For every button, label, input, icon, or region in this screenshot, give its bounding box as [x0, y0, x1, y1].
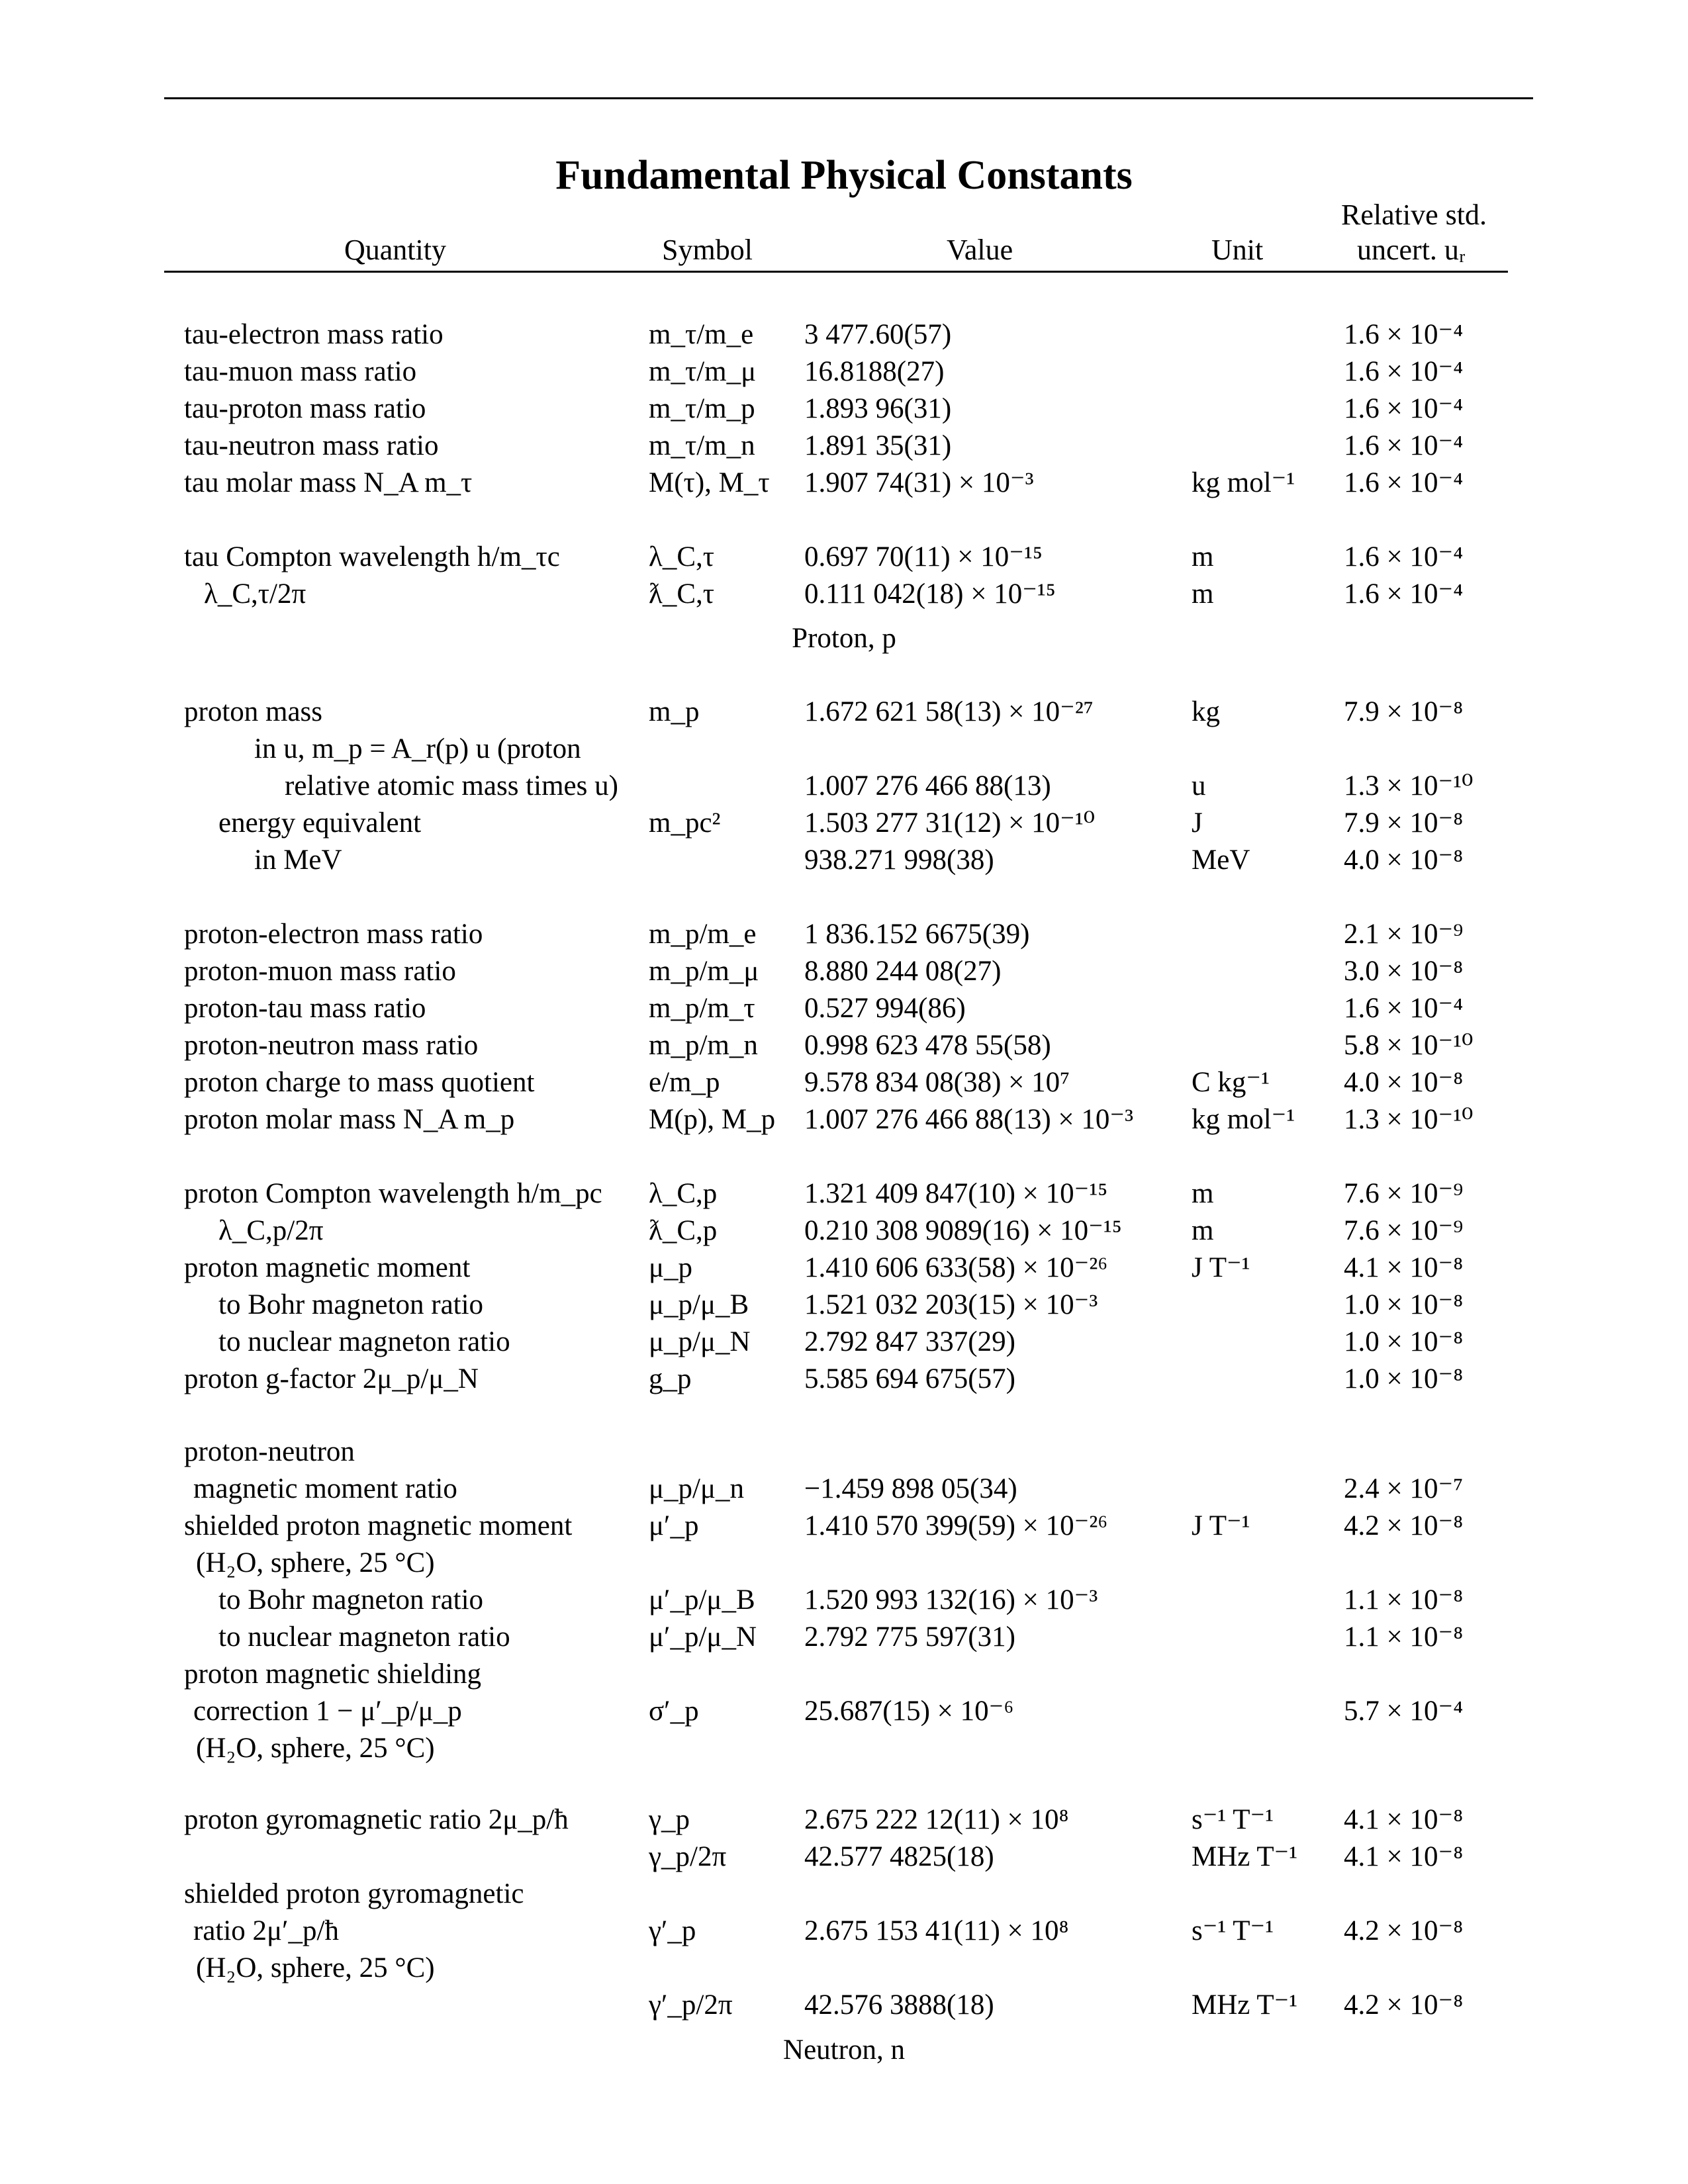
- value-cell: 0.210 308 9089(16) × 10⁻¹⁵: [804, 1215, 1122, 1246]
- uncertainty-cell: 1.0 × 10⁻⁸: [1344, 1326, 1464, 1357]
- quantity-cell: to Bohr magneton ratio: [218, 1289, 484, 1320]
- unit-cell: J T⁻¹: [1192, 1510, 1250, 1541]
- uncertainty-cell: 7.9 × 10⁻⁸: [1344, 807, 1464, 839]
- value-cell: 9.578 834 08(38) × 10⁷: [804, 1067, 1070, 1098]
- value-cell: 1.521 032 203(15) × 10⁻³: [804, 1289, 1098, 1320]
- quantity-cell: in u, m_p = A_r(p) u (proton: [254, 733, 581, 764]
- uncertainty-cell: 1.6 × 10⁻⁴: [1344, 319, 1464, 350]
- quantity-cell: proton-muon mass ratio: [184, 956, 456, 987]
- value-cell: 0.527 994(86): [804, 993, 966, 1024]
- uncertainty-cell: 5.8 × 10⁻¹⁰: [1344, 1030, 1474, 1061]
- symbol-cell: μ′_p/μ_B: [649, 1584, 755, 1615]
- quantity-cell: λ_C,p/2π: [218, 1215, 324, 1246]
- unit-cell: MHz T⁻¹: [1192, 1989, 1298, 2021]
- unit-cell: J T⁻¹: [1192, 1252, 1250, 1283]
- unit-cell: m: [1192, 1215, 1214, 1246]
- unit-cell: MHz T⁻¹: [1192, 1841, 1298, 1872]
- value-cell: 1.007 276 466 88(13) × 10⁻³: [804, 1104, 1133, 1135]
- quantity-cell: (H₂O, sphere, 25 °C): [196, 1547, 435, 1578]
- uncertainty-cell: 1.3 × 10⁻¹⁰: [1344, 770, 1474, 801]
- table-row: [0, 1801, 1688, 1839]
- uncertainty-cell: 1.6 × 10⁻⁴: [1344, 467, 1464, 498]
- symbol-cell: γ′_p: [649, 1915, 696, 1946]
- symbol-cell: σ′_p: [649, 1696, 699, 1727]
- uncertainty-cell: 4.2 × 10⁻⁸: [1344, 1915, 1464, 1946]
- uncertainty-cell: 3.0 × 10⁻⁸: [1344, 956, 1464, 987]
- value-cell: 1.410 570 399(59) × 10⁻²⁶: [804, 1510, 1108, 1541]
- table-row: [0, 1913, 1688, 1950]
- symbol-cell: ƛ_C,τ: [649, 578, 715, 610]
- table-row: [0, 1433, 1688, 1471]
- table-row: [0, 1175, 1688, 1212]
- symbol-cell: g_p: [649, 1363, 692, 1394]
- uncertainty-cell: 4.0 × 10⁻⁸: [1344, 844, 1464, 876]
- quantity-cell: tau-proton mass ratio: [184, 393, 426, 424]
- symbol-cell: λ_C,p: [649, 1178, 718, 1209]
- value-cell: 1.007 276 466 88(13): [804, 770, 1051, 801]
- quantity-cell: shielded proton magnetic moment: [184, 1510, 573, 1541]
- quantity-cell: to nuclear magneton ratio: [218, 1621, 510, 1653]
- value-cell: 42.577 4825(18): [804, 1841, 994, 1872]
- section-heading-neutron: Neutron, n: [783, 2034, 905, 2066]
- uncertainty-cell: 4.1 × 10⁻⁸: [1344, 1841, 1464, 1872]
- uncertainty-cell: 1.6 × 10⁻⁴: [1344, 578, 1464, 610]
- table-row: [0, 1287, 1688, 1324]
- quantity-cell: proton molar mass N_A m_p: [184, 1104, 515, 1135]
- table-row: [0, 805, 1688, 842]
- value-cell: 5.585 694 675(57): [804, 1363, 1015, 1394]
- uncertainty-cell: 4.2 × 10⁻⁸: [1344, 1989, 1464, 2021]
- quantity-cell: in MeV: [254, 844, 342, 876]
- table-row: [0, 1064, 1688, 1101]
- symbol-cell: M(p), M_p: [649, 1104, 776, 1135]
- table-row: [0, 1508, 1688, 1545]
- table-row: [0, 1471, 1688, 1508]
- quantity-cell: proton-electron mass ratio: [184, 919, 483, 950]
- uncertainty-cell: 1.6 × 10⁻⁴: [1344, 541, 1464, 572]
- quantity-cell: proton-neutron mass ratio: [184, 1030, 479, 1061]
- unit-cell: s⁻¹ T⁻¹: [1192, 1804, 1274, 1835]
- unit-cell: C kg⁻¹: [1192, 1067, 1270, 1098]
- symbol-cell: m_τ/m_n: [649, 430, 755, 461]
- uncertainty-cell: 1.1 × 10⁻⁸: [1344, 1621, 1464, 1653]
- quantity-cell: to Bohr magneton ratio: [218, 1584, 484, 1615]
- table-row: [0, 576, 1688, 613]
- uncertainty-cell: 1.6 × 10⁻⁴: [1344, 993, 1464, 1024]
- table-row: [0, 953, 1688, 990]
- table-row: [0, 465, 1688, 502]
- unit-cell: m: [1192, 1178, 1214, 1209]
- header-uncert-line2: uncert. uᵣ: [1357, 234, 1466, 266]
- symbol-cell: μ_p/μ_n: [649, 1473, 745, 1504]
- uncertainty-cell: 1.0 × 10⁻⁸: [1344, 1289, 1464, 1320]
- table-row: [0, 1730, 1688, 1767]
- value-cell: 2.792 847 337(29): [804, 1326, 1015, 1357]
- uncertainty-cell: 1.6 × 10⁻⁴: [1344, 393, 1464, 424]
- table-row: [0, 539, 1688, 576]
- symbol-cell: m_p/m_τ: [649, 993, 755, 1024]
- quantity-cell: tau Compton wavelength h/m_τc: [184, 541, 560, 572]
- symbol-cell: λ_C,τ: [649, 541, 715, 572]
- value-cell: 2.675 222 12(11) × 10⁸: [804, 1804, 1069, 1835]
- table-row: [0, 1656, 1688, 1693]
- header-unit: Unit: [1211, 234, 1264, 266]
- quantity-cell: relative atomic mass times u): [285, 770, 618, 801]
- header-quantity: Quantity: [344, 234, 446, 266]
- symbol-cell: γ′_p/2π: [649, 1989, 733, 2021]
- table-row: [0, 1950, 1688, 1987]
- table-row: [0, 694, 1688, 731]
- table-row: [0, 1027, 1688, 1064]
- quantity-cell: tau-electron mass ratio: [184, 319, 444, 350]
- unit-cell: m: [1192, 578, 1214, 610]
- unit-cell: u: [1192, 770, 1206, 801]
- uncertainty-cell: 2.1 × 10⁻⁹: [1344, 919, 1464, 950]
- unit-cell: s⁻¹ T⁻¹: [1192, 1915, 1274, 1946]
- value-cell: −1.459 898 05(34): [804, 1473, 1017, 1504]
- uncertainty-cell: 1.0 × 10⁻⁸: [1344, 1363, 1464, 1394]
- quantity-cell: to nuclear magneton ratio: [218, 1326, 510, 1357]
- symbol-cell: m_τ/m_e: [649, 319, 754, 350]
- table-row: [0, 428, 1688, 465]
- table-row: [0, 390, 1688, 428]
- table-row: [0, 1212, 1688, 1250]
- table-row: [0, 916, 1688, 953]
- uncertainty-cell: 4.0 × 10⁻⁸: [1344, 1067, 1464, 1098]
- table-row: [0, 1361, 1688, 1398]
- table-row: [0, 316, 1688, 353]
- uncertainty-cell: 4.1 × 10⁻⁸: [1344, 1804, 1464, 1835]
- header-uncert-line1: Relative std.: [1341, 199, 1487, 231]
- table-row: [0, 1876, 1688, 1913]
- table-row: [0, 1324, 1688, 1361]
- unit-cell: m: [1192, 541, 1214, 572]
- symbol-cell: μ′_p: [649, 1510, 699, 1541]
- symbol-cell: m_τ/m_μ: [649, 356, 757, 387]
- symbol-cell: μ_p/μ_B: [649, 1289, 749, 1320]
- uncertainty-cell: 4.1 × 10⁻⁸: [1344, 1252, 1464, 1283]
- symbol-cell: m_pc²: [649, 807, 721, 839]
- quantity-cell: correction 1 − μ′_p/μ_p: [193, 1696, 462, 1727]
- page-title: Fundamental Physical Constants: [555, 153, 1133, 198]
- value-cell: 8.880 244 08(27): [804, 956, 1002, 987]
- value-cell: 0.998 623 478 55(58): [804, 1030, 1051, 1061]
- quantity-cell: proton gyromagnetic ratio 2μ_p/ħ: [184, 1804, 569, 1835]
- quantity-cell: energy equivalent: [218, 807, 422, 839]
- value-cell: 1.672 621 58(13) × 10⁻²⁷: [804, 696, 1094, 727]
- table-row: [0, 1839, 1688, 1876]
- table-row: [0, 768, 1688, 805]
- quantity-cell: proton mass: [184, 696, 323, 727]
- value-cell: 1.410 606 633(58) × 10⁻²⁶: [804, 1252, 1108, 1283]
- uncertainty-cell: 4.2 × 10⁻⁸: [1344, 1510, 1464, 1541]
- symbol-cell: γ_p: [649, 1804, 690, 1835]
- value-cell: 938.271 998(38): [804, 844, 994, 876]
- symbol-cell: μ_p: [649, 1252, 693, 1283]
- unit-cell: kg mol⁻¹: [1192, 467, 1295, 498]
- uncertainty-cell: 2.4 × 10⁻⁷: [1344, 1473, 1464, 1504]
- value-cell: 1.520 993 132(16) × 10⁻³: [804, 1584, 1098, 1615]
- value-cell: 1.893 96(31): [804, 393, 952, 424]
- quantity-cell: proton g-factor 2μ_p/μ_N: [184, 1363, 479, 1394]
- uncertainty-cell: 5.7 × 10⁻⁴: [1344, 1696, 1464, 1727]
- quantity-cell: tau molar mass N_A m_τ: [184, 467, 473, 498]
- quantity-cell: proton magnetic shielding: [184, 1659, 482, 1690]
- uncertainty-cell: 1.3 × 10⁻¹⁰: [1344, 1104, 1474, 1135]
- symbol-cell: ƛ_C,p: [649, 1215, 718, 1246]
- value-cell: 1.503 277 31(12) × 10⁻¹⁰: [804, 807, 1095, 839]
- value-cell: 0.111 042(18) × 10⁻¹⁵: [804, 578, 1056, 610]
- uncertainty-cell: 1.6 × 10⁻⁴: [1344, 430, 1464, 461]
- quantity-cell: proton-tau mass ratio: [184, 993, 426, 1024]
- symbol-cell: γ_p/2π: [649, 1841, 727, 1872]
- unit-cell: J: [1192, 807, 1203, 839]
- value-cell: 16.8188(27): [804, 356, 945, 387]
- value-cell: 25.687(15) × 10⁻⁶: [804, 1696, 1014, 1727]
- quantity-cell: (H₂O, sphere, 25 °C): [196, 1733, 435, 1764]
- quantity-cell: λ_C,τ/2π: [204, 578, 306, 610]
- unit-cell: kg: [1192, 696, 1220, 727]
- symbol-cell: μ_p/μ_N: [649, 1326, 751, 1357]
- symbol-cell: m_p: [649, 696, 700, 727]
- unit-cell: kg mol⁻¹: [1192, 1104, 1295, 1135]
- table-row: [0, 1582, 1688, 1619]
- value-cell: 42.576 3888(18): [804, 1989, 994, 2021]
- table-row: [0, 1101, 1688, 1138]
- value-cell: 1.891 35(31): [804, 430, 952, 461]
- uncertainty-cell: 1.1 × 10⁻⁸: [1344, 1584, 1464, 1615]
- quantity-cell: proton charge to mass quotient: [184, 1067, 535, 1098]
- table-row: [0, 990, 1688, 1027]
- symbol-cell: M(τ), M_τ: [649, 467, 770, 498]
- value-cell: 3 477.60(57): [804, 319, 952, 350]
- quantity-cell: shielded proton gyromagnetic: [184, 1878, 524, 1909]
- header-symbol: Symbol: [662, 234, 753, 266]
- uncertainty-cell: 7.9 × 10⁻⁸: [1344, 696, 1464, 727]
- header-rule: [164, 271, 1508, 273]
- table-row: [0, 1250, 1688, 1287]
- symbol-cell: m_p/m_e: [649, 919, 757, 950]
- value-cell: 1.321 409 847(10) × 10⁻¹⁵: [804, 1178, 1108, 1209]
- table-row: [0, 353, 1688, 390]
- symbol-cell: m_p/m_n: [649, 1030, 758, 1061]
- quantity-cell: proton magnetic moment: [184, 1252, 471, 1283]
- quantity-cell: tau-neutron mass ratio: [184, 430, 439, 461]
- quantity-cell: proton-neutron: [184, 1436, 355, 1467]
- top-rule: [164, 97, 1533, 99]
- table-row: [0, 1545, 1688, 1582]
- symbol-cell: m_p/m_μ: [649, 956, 759, 987]
- header-value: Value: [947, 234, 1013, 266]
- uncertainty-cell: 7.6 × 10⁻⁹: [1344, 1215, 1464, 1246]
- symbol-cell: e/m_p: [649, 1067, 720, 1098]
- uncertainty-cell: 7.6 × 10⁻⁹: [1344, 1178, 1464, 1209]
- value-cell: 0.697 70(11) × 10⁻¹⁵: [804, 541, 1043, 572]
- quantity-cell: ratio 2μ′_p/ħ: [193, 1915, 339, 1946]
- value-cell: 2.792 775 597(31): [804, 1621, 1015, 1653]
- value-cell: 1.907 74(31) × 10⁻³: [804, 467, 1034, 498]
- table-row: [0, 1619, 1688, 1656]
- unit-cell: MeV: [1192, 844, 1250, 876]
- quantity-cell: proton Compton wavelength h/m_pc: [184, 1178, 602, 1209]
- table-row: [0, 1987, 1688, 2024]
- symbol-cell: μ′_p/μ_N: [649, 1621, 757, 1653]
- section-heading-proton: Proton, p: [792, 623, 896, 654]
- quantity-cell: (H₂O, sphere, 25 °C): [196, 1952, 435, 1983]
- quantity-cell: tau-muon mass ratio: [184, 356, 417, 387]
- table-row: [0, 1693, 1688, 1730]
- uncertainty-cell: 1.6 × 10⁻⁴: [1344, 356, 1464, 387]
- table-row: [0, 842, 1688, 879]
- value-cell: 1 836.152 6675(39): [804, 919, 1030, 950]
- value-cell: 2.675 153 41(11) × 10⁸: [804, 1915, 1069, 1946]
- quantity-cell: magnetic moment ratio: [193, 1473, 457, 1504]
- table-row: [0, 731, 1688, 768]
- symbol-cell: m_τ/m_p: [649, 393, 755, 424]
